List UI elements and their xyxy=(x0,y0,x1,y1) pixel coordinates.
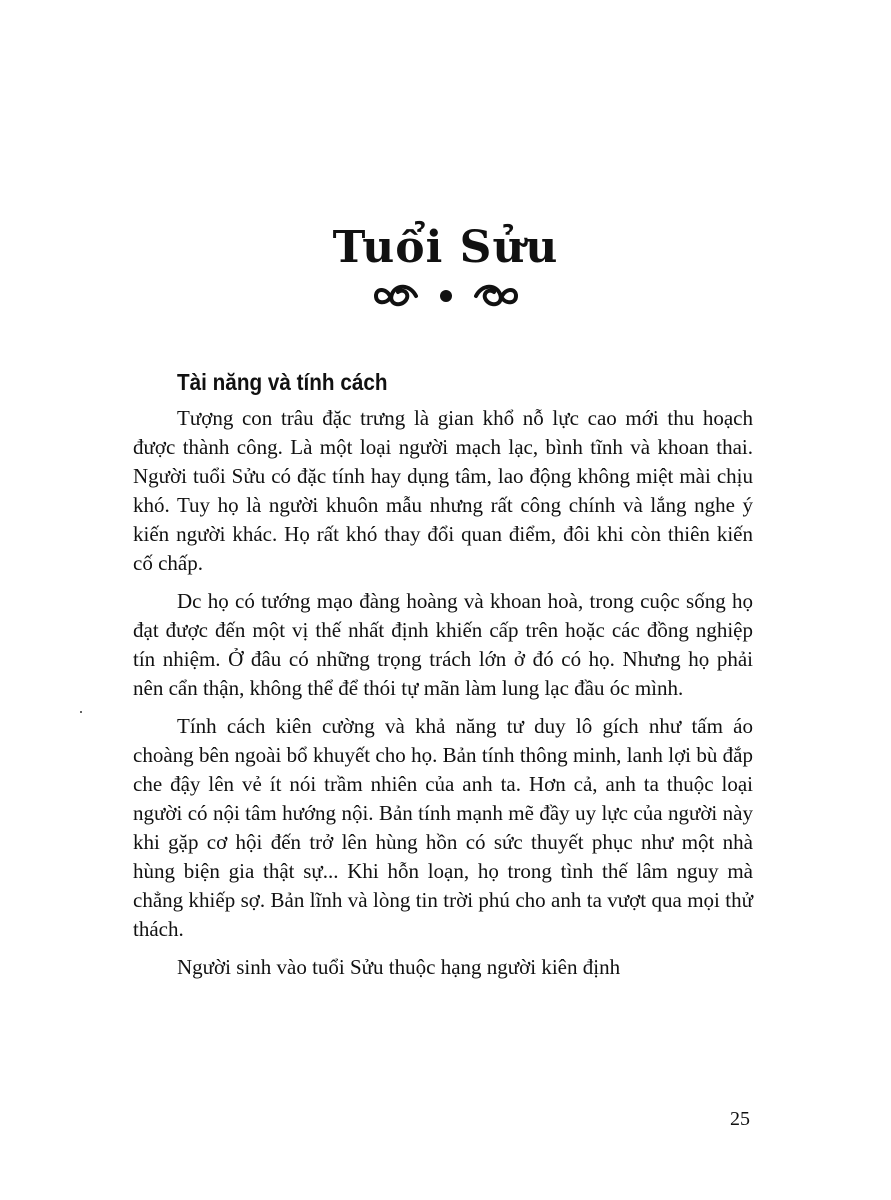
scan-speck xyxy=(80,711,82,713)
section-heading: Tài năng và tính cách xyxy=(177,369,388,395)
paragraph: Người sinh vào tuổi Sửu thuộc hạng người kiên định xyxy=(177,955,621,979)
page-number: 25 xyxy=(730,1108,750,1130)
paragraph: Tượng con trâu đặc trưng là gian khổ nỗ lực cao mới thu hoạch được thành công. Là một loại người mạch lạc, bình tĩnh và khoan thai. Người tuổi Sửu có đặc tính hay dụng tâm, lao động không miệt mài chịu khó. Tuy họ là người khuôn mẫu nhưng rất công chính và lắng nghe ý kiến người khác. Họ rất khó thay đổi quan điểm, đôi khi còn thiên kiến cố chấp. xyxy=(133,406,753,575)
chapter-title: Tuổi Sửu xyxy=(332,222,559,273)
paragraph: Tính cách kiên cường và khả năng tư duy lô gích như tấm áo choàng bên ngoài bổ khuyết cho họ. Bản tính thông minh, lanh lợi bù đắp che đậy lên vẻ ít nói trầm nhiên của anh ta. Hơn cả, anh ta thuộc loại người có nội tâm hướng nội. Bản tính mạnh mẽ đầy uy lực của người này khi gặp cơ hội đến trở lên hùng hồn có sức thuyết phục như một nhà hùng biện gia thật sự... Khi hỗn loạn, họ trong tình thế lâm nguy mà chẳng khiếp sợ. Bản lĩnh và lòng tin trời phú cho anh ta vượt qua mọi thử thách. xyxy=(133,714,753,941)
paragraph: Dc họ có tướng mạo đàng hoàng và khoan hoà, trong cuộc sống họ đạt được đến một vị thế nhất định khiến cấp trên hoặc các đồng nghiệp tín nhiệm. Ở đâu có những trọng trách lớn ở đó có họ. Nhưng họ phải nên cẩn thận, không thể để thói tự mãn làm lung lạc đầu óc mình. xyxy=(133,589,753,700)
body-text xyxy=(133,404,753,991)
ornament-icon xyxy=(366,274,526,314)
